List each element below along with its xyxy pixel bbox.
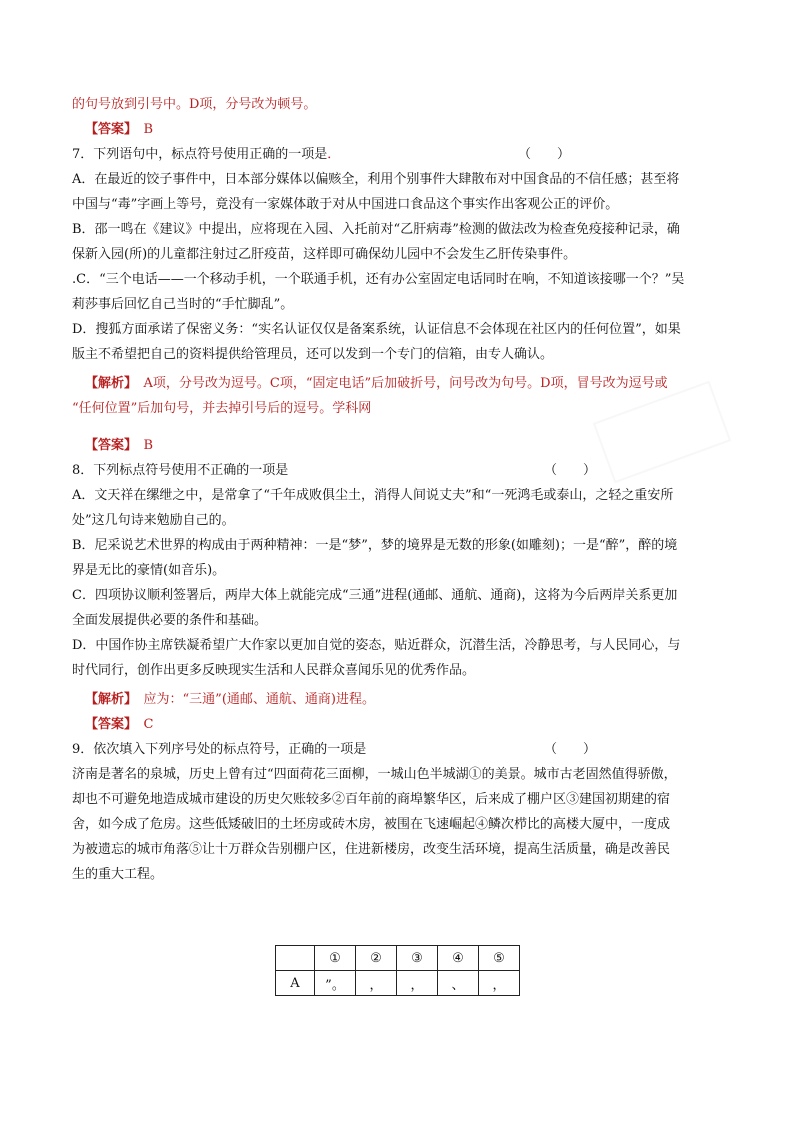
table-cell: ⑤ bbox=[479, 946, 520, 971]
table-row bbox=[276, 971, 520, 996]
question-7-stem: 7．下列语句中，标点符号使用正确的一项是． （ ） bbox=[72, 142, 722, 167]
answer-blank: （ ） bbox=[518, 147, 571, 162]
passage-9-line2: 却也不可避免地造成城市建设的历史欠账较多②百年前的商埠繁华区，后来成了棚户区③建国初期建的宿 bbox=[72, 792, 671, 807]
answer-table bbox=[275, 945, 520, 996]
option-7d-line1: D．搜狐方面承诺了保密义务：“实名认证仅仅是备案系统，认证信息不会体现在社区内的任何位置”，如果 bbox=[72, 322, 681, 337]
answer-label: 【答案】 bbox=[85, 438, 131, 453]
passage-9-line3: 舍，如今成了危房。这些低矮破旧的土坯房或砖木房，被围在飞速崛起④鳞次栉比的高楼大厦中，一度成 bbox=[72, 817, 671, 832]
option-8b-line1: B．尼采说艺术世界的构成由于两种精神：一是“梦”，梦的境界是无数的形象(如雕刻)；一是“醉”，醉的境 bbox=[72, 538, 678, 553]
explanation-7-line2: “任何位置”后加句号，并去掉引号后的逗号。学科网 bbox=[72, 401, 372, 416]
question-8-stem: 8．下列标点符号使用不正确的一项是 （ ） bbox=[72, 458, 722, 483]
option-8c-line2: 全面发展提供必要的条件和基础。 bbox=[72, 613, 268, 628]
table-cell: ① bbox=[315, 946, 356, 971]
option-7b-line1: B．邵一鸣在《建议》中提出，应将现在入园、入托前对“乙肝病毒”检测的做法改为检查免疫接种记录，确 bbox=[72, 222, 680, 237]
option-8a-line1: A．文天祥在缧绁之中，是常拿了“千年成败俱尘土，消得人间说丈夫”和“一死鸿毛或泰山，之轻之重安所 bbox=[72, 488, 674, 503]
option-8c-line1: C．四项协议顺利签署后，两岸大体上就能完成“三通”进程(通邮、通航、通商)，这将为今后两岸关系更加 bbox=[72, 588, 678, 603]
table-header-row bbox=[276, 946, 520, 971]
explanation-7: 【解析】 A项，分号改为逗号。C项，“固定电话”后加破折号，问号改为句号。D项，冒号改为逗号或 bbox=[85, 376, 668, 391]
option-8d-line2: 时代同行，创作出更多反映现实生活和人民群众喜闻乐见的优秀作品。 bbox=[72, 663, 476, 678]
explanation-8: 【解析】 应为：“三通”(通邮、通航、通商)进程。 bbox=[85, 692, 375, 707]
explanation-label: 【解析】 bbox=[85, 692, 131, 707]
table-cell: ”。 bbox=[315, 971, 356, 996]
option-8d-line1: D．中国作协主席铁凝希望广大作家以更加自觉的姿态，贴近群众，沉潜生活，冷静思考，与人民同心，与 bbox=[72, 638, 681, 653]
table-cell: A bbox=[276, 971, 315, 996]
table-cell bbox=[276, 946, 315, 971]
table-cell: ， bbox=[479, 971, 520, 996]
table-cell: ， bbox=[397, 971, 438, 996]
question-9-stem: 9．依次填入下列序号处的标点符号，正确的一项是 （ ） bbox=[72, 737, 722, 762]
table-cell: 、 bbox=[438, 971, 479, 996]
option-7c-line2: 莉莎事后回忆自己当时的“手忙脚乱”。 bbox=[72, 297, 294, 312]
answer-value: B bbox=[143, 122, 154, 137]
option-7d-line2: 版主不希望把自己的资料提供给管理员，还可以发到一个专门的信箱，由专人确认。 bbox=[72, 347, 554, 362]
answer-6 bbox=[72, 117, 722, 142]
answer-label: 【答案】 bbox=[85, 717, 131, 732]
answer-8 bbox=[72, 712, 722, 737]
table-cell: ③ bbox=[397, 946, 438, 971]
document-body bbox=[72, 92, 722, 887]
table-cell: ④ bbox=[438, 946, 479, 971]
answer-value: C bbox=[143, 717, 154, 732]
explanation-continued: 的句号放到引号中。D项，分号改为顿号。 bbox=[72, 97, 317, 112]
answer-value: B bbox=[143, 438, 154, 453]
option-7b-line2: 保新入园(所)的儿童都注射过乙肝疫苗，这样即可确保幼儿园中不会发生乙肝传染事件。 bbox=[72, 247, 577, 262]
answer-blank: （ ） bbox=[544, 742, 597, 757]
table-cell: ， bbox=[356, 971, 397, 996]
option-7a-line2: 中国与“毒”字画上等号，竟没有一家媒体敢于对从中国进口食品这个事实作出客观公正的评价。 bbox=[72, 197, 619, 212]
option-7c-line1: .C．“三个电话——一个移动手机，一个联通手机，还有办公室固定电话同时在响，不知道该接哪一个？”吴 bbox=[72, 272, 685, 287]
answer-label: 【答案】 bbox=[85, 122, 131, 137]
table-cell: ② bbox=[356, 946, 397, 971]
answer-blank: （ ） bbox=[544, 463, 597, 478]
explanation-label: 【解析】 bbox=[85, 376, 131, 391]
option-7a-line1: A．在最近的饺子事件中，日本部分媒体以偏赅全，利用个别事件大肆散布对中国食品的不信任感；甚至将 bbox=[72, 172, 680, 187]
passage-9-line5: 生的重大工程。 bbox=[72, 867, 164, 882]
option-8b-line2: 界是无比的豪情(如音乐)。 bbox=[72, 563, 226, 578]
option-8a-line2: 处”这几句诗来勉励自己的。 bbox=[72, 513, 235, 528]
passage-9-line1: 济南是著名的泉城，历史上曾有过“四面荷花三面柳，一城山色半城湖①的美景。城市古老固然值得骄傲， bbox=[72, 767, 677, 782]
passage-9-line4: 为被遗忘的城市角落⑤让十万群众告别棚户区，住进新楼房，改变生活环境，提高生活质量，确是改善民 bbox=[72, 842, 671, 857]
